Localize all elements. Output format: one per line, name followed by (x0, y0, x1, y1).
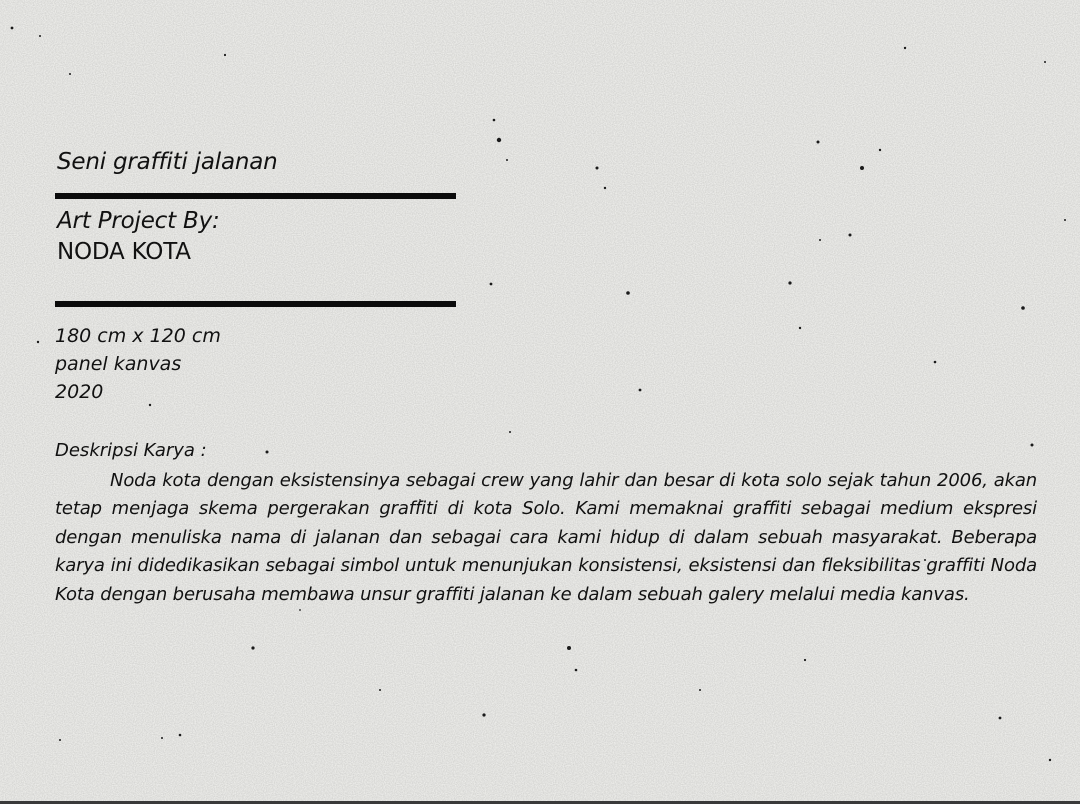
artist-name: NODA KOTA (57, 239, 191, 265)
artwork-specs (55, 322, 221, 406)
divider-top (55, 193, 456, 199)
divider-bottom (55, 301, 456, 307)
description-label: Deskripsi Karya : (55, 440, 207, 461)
project-credit (57, 206, 220, 268)
project-label: Art Project By: (57, 208, 220, 234)
artwork-medium: panel kanvas (55, 353, 182, 375)
artwork-title: Seni graffiti jalanan (57, 149, 278, 175)
artwork-year: 2020 (55, 381, 104, 403)
artwork-dimensions: 180 cm x 120 cm (55, 325, 221, 347)
artwork-description-block (55, 437, 1037, 610)
description-text: Noda kota dengan eksistensinya sebagai crew yang lahir dan besar di kota solo sejak tahun 2006, akan tetap menjaga skema pergerakan graffiti di kota Solo. Kami memaknai graffiti sebagai medium ekspresi dengan menuliska nama di jalanan dan sebagai cara kami hidup di dalam sebuah masyarakat. Beberapa karya ini didedikasikan sebagai simbol untuk menunjukan konsistensi, eksistensi dan fleksibilitas graffiti Noda Kota dengan berusaha membawa unsur graffiti jalanan ke dalam sebuah galery melalui media kanvas. (55, 469, 1037, 605)
